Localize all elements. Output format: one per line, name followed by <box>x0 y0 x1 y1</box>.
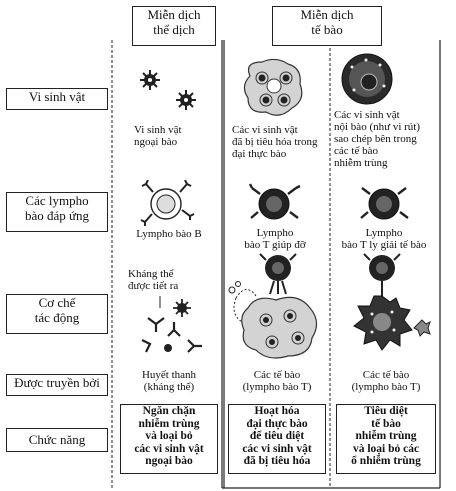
function-box-cytotoxic-t: Tiêu diệt tế bào nhiễm trùng và loại bỏ các ổ nhiễm trùng <box>336 404 436 474</box>
row-label-microbe: Vi sinh vật <box>6 88 108 110</box>
infected-cell-with-virus-icon <box>340 52 394 106</box>
caption-transferred-cells-col3: Các tế bào (lympho bào T) <box>351 369 421 393</box>
cytotoxic-t-cell-icon <box>358 180 414 226</box>
caption-b-lymphocyte: Lympho bào B <box>136 228 202 240</box>
cytotoxic-t-killing-infected-cell-icon <box>334 250 434 364</box>
caption-secreted-antibodies: Kháng thể được tiết ra <box>128 268 179 292</box>
macrophage-with-ingested-microbes-icon <box>240 56 306 120</box>
helper-t-activating-macrophage-icon <box>226 250 326 364</box>
extracellular-microbes-icon <box>136 68 206 116</box>
caption-transferred-cells-col2: Các tế bào (lympho bào T) <box>242 369 312 393</box>
caption-extracellular-microbes: Vi sinh vật ngoại bào <box>134 124 182 148</box>
caption-transferred-serum: Huyết thanh (kháng thể) <box>141 369 197 393</box>
row-label-function: Chức năng <box>6 428 108 452</box>
caption-cytotoxic-t-cell: Lympho bào T ly giải tế bào <box>341 227 427 251</box>
caption-helper-t-cell: Lympho bào T giúp đỡ <box>244 227 306 251</box>
caption-intracellular-microbes: Các vi sinh vật nội bào (như vi rút) sao chép bên trong các tế bào nhiễm trùng <box>334 109 421 169</box>
antibodies-neutralizing-microbes-icon <box>138 296 212 356</box>
function-box-humoral: Ngăn chặn nhiễm trùng và loại bỏ các vi sinh vật ngoại bào <box>120 404 218 474</box>
row-label-responding-lymphocytes: Các lympho bào đáp ứng <box>6 192 108 232</box>
row-label-transferred-by: Được truyền bởi <box>6 374 108 396</box>
row-label-mechanism: Cơ chế tác động <box>6 294 108 334</box>
b-lymphocyte-icon <box>140 180 196 228</box>
caption-ingested-microbes: Các vi sinh vật đã bị tiêu hóa trong đại thực bào <box>232 124 318 160</box>
helper-t-cell-icon <box>248 180 304 226</box>
header-cellular-immunity: Miễn dịch tế bào <box>272 6 382 46</box>
function-box-helper-t: Hoạt hóa đại thực bào để tiêu diệt các vi sinh vật đã bị tiêu hóa <box>228 404 326 474</box>
header-humoral-immunity: Miễn dịch thể dịch <box>132 6 216 46</box>
